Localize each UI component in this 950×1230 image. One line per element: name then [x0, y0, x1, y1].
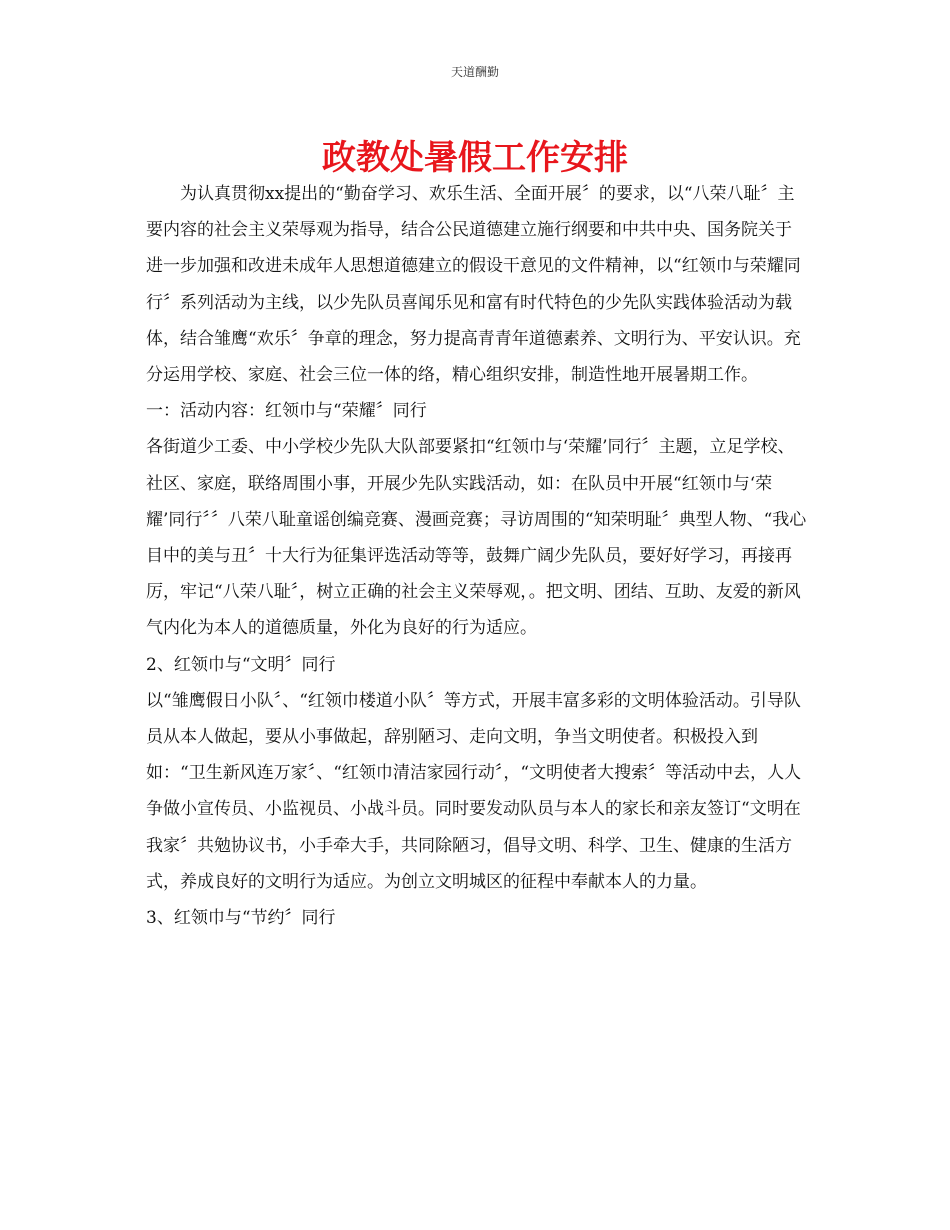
paragraph-section-1: 各街道少工委、中小学校少先队大队部要紧扣“红领巾与‘荣耀’同行〞主题，立足学校、社区、家庭，联络周围小事，开展少先队实践活动，如：在队员中开展“红领巾与‘荣耀’同行〞〞八荣八耻童谣创编竞赛、漫画竞赛；寻访周围的“知荣明耻〞典型人物、“我心目中的美与丑〞十大行为征集评选活动等等，鼓舞广阔少先队员，要好好学习，再接再厉，牢记“八荣八耻〞，树立正确的社会主义荣辱观，。把文明、团结、互助、友爱的新风气内化为本人的道德质量，外化为良好的行为适应。 — [146, 437, 807, 639]
section-heading-2: 2、红领巾与“文明〞同行 — [146, 654, 336, 675]
page-header: 天道酬勤 — [450, 65, 499, 79]
document-body — [146, 176, 808, 936]
document-title: 政教处暑假工作安排 — [322, 138, 628, 178]
paragraph-intro: 为认真贯彻xx提出的“勤奋学习、欢乐生活、全面开展〞的要求，以“八荣八耻〞主要内容的社会主义荣辱观为指导，结合公民道德建立施行纲要和中共中央、国务院关于进一步加强和改进未成年人思想道德建立的假设干意见的文件精神，以“红领巾与荣耀同行〞系列活动为主线，以少先队员喜闻乐见和富有时代特色的少先队实践体验活动为载体，结合雏鹰“欢乐〞争章的理念，努力提高青青年道德素养、文明行为、平安认识。充分运用学校、家庭、社会三位一体的络，精心组织安排，制造性地开展暑期工作。 — [146, 184, 801, 386]
section-heading-1: 一：活动内容：红领巾与“荣耀〞同行 — [146, 401, 427, 422]
paragraph-section-2: 以“雏鹰假日小队〞、“红领巾楼道小队〞等方式，开展丰富多彩的文明体验活动。引导队员从本人做起，要从小事做起，辞别陋习、走向文明，争当文明使者。积极投入到如：“卫生新风连万家〞、“红领巾清洁家园行动〞，“文明使者大搜索〞等活动中去，人人争做小宣传员、小监视员、小战斗员。同时要发动队员与本人的家长和亲友签订“文明在我家〞共勉协议书，小手牵大手，共同除陋习，倡导文明、科学、卫生、健康的生活方式，养成良好的文明行为适应。为创立文明城区的征程中奉献本人的力量。 — [146, 690, 802, 892]
section-heading-3: 3、红领巾与“节约〞同行 — [146, 908, 336, 929]
